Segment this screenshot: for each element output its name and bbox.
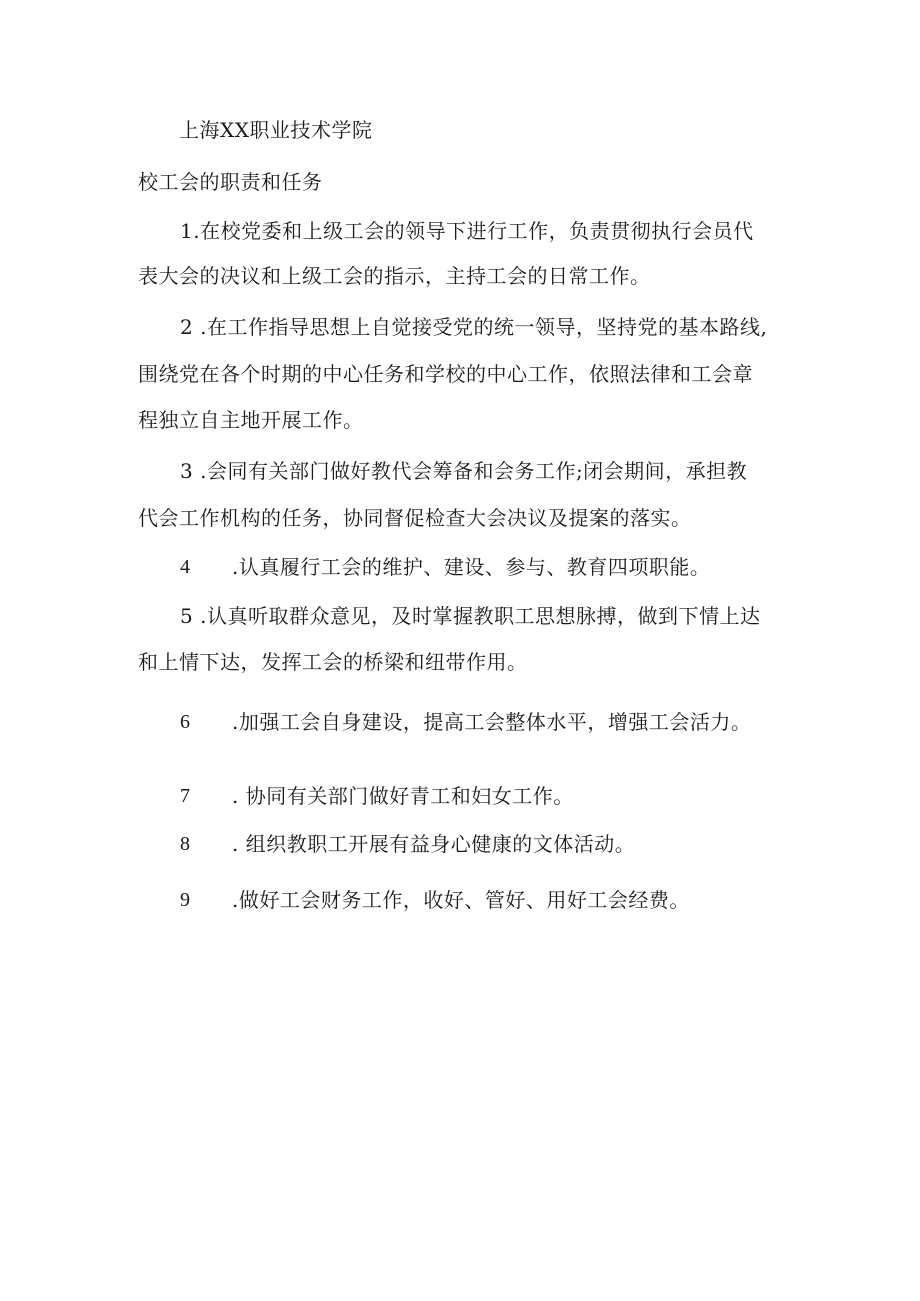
- item-2-line-2: 围绕党在各个时期的中心任务和学校的中心工作，依照法律和工会章: [138, 362, 753, 386]
- item-8-text: . 组织教职工开展有益身心健康的文体活动。: [232, 832, 636, 856]
- item-6-text: .加强工会自身建设，提高工会整体水平，增强工会活力。: [232, 710, 752, 734]
- item-9-number: 9: [180, 889, 190, 911]
- item-3-line-2: 代会工作机构的任务，协同督促检查大会决议及提案的落实。: [138, 506, 692, 530]
- item-4-text: .认真履行工会的维护、建设、参与、教育四项职能。: [232, 555, 711, 579]
- item-8-number: 8: [180, 833, 190, 855]
- item-6-number: 6: [180, 711, 190, 733]
- item-9-text: .做好工会财务工作，收好、管好、用好工会经费。: [232, 888, 690, 912]
- item-5-line-1: 5 .认真听取群众意见，及时掌握教职工思想脉搏，做到下情上达: [180, 604, 761, 628]
- item-1-line-1: 1.在校党委和上级工会的领导下进行工作，负责贯彻执行会员代: [180, 219, 754, 243]
- item-1-line-2: 表大会的决议和上级工会的指示，主持工会的日常工作。: [138, 264, 651, 288]
- item-2-line-3: 程独立自主地开展工作。: [138, 408, 364, 432]
- item-7-text: . 协同有关部门做好青工和妇女工作。: [232, 784, 574, 808]
- item-4-number: 4: [180, 556, 190, 578]
- school-name: 上海XX职业技术学院: [179, 118, 373, 142]
- item-2-line-1: 2 .在工作指导思想上自觉接受党的统一领导，坚持党的基本路线,: [180, 315, 768, 339]
- document-title: 校工会的职责和任务: [138, 170, 323, 194]
- item-7-number: 7: [180, 785, 190, 807]
- item-3-line-1: 3 .会同有关部门做好教代会筹备和会务工作;闭会期间，承担教: [180, 459, 748, 483]
- item-5-line-2: 和上情下达，发挥工会的桥梁和纽带作用。: [138, 650, 528, 674]
